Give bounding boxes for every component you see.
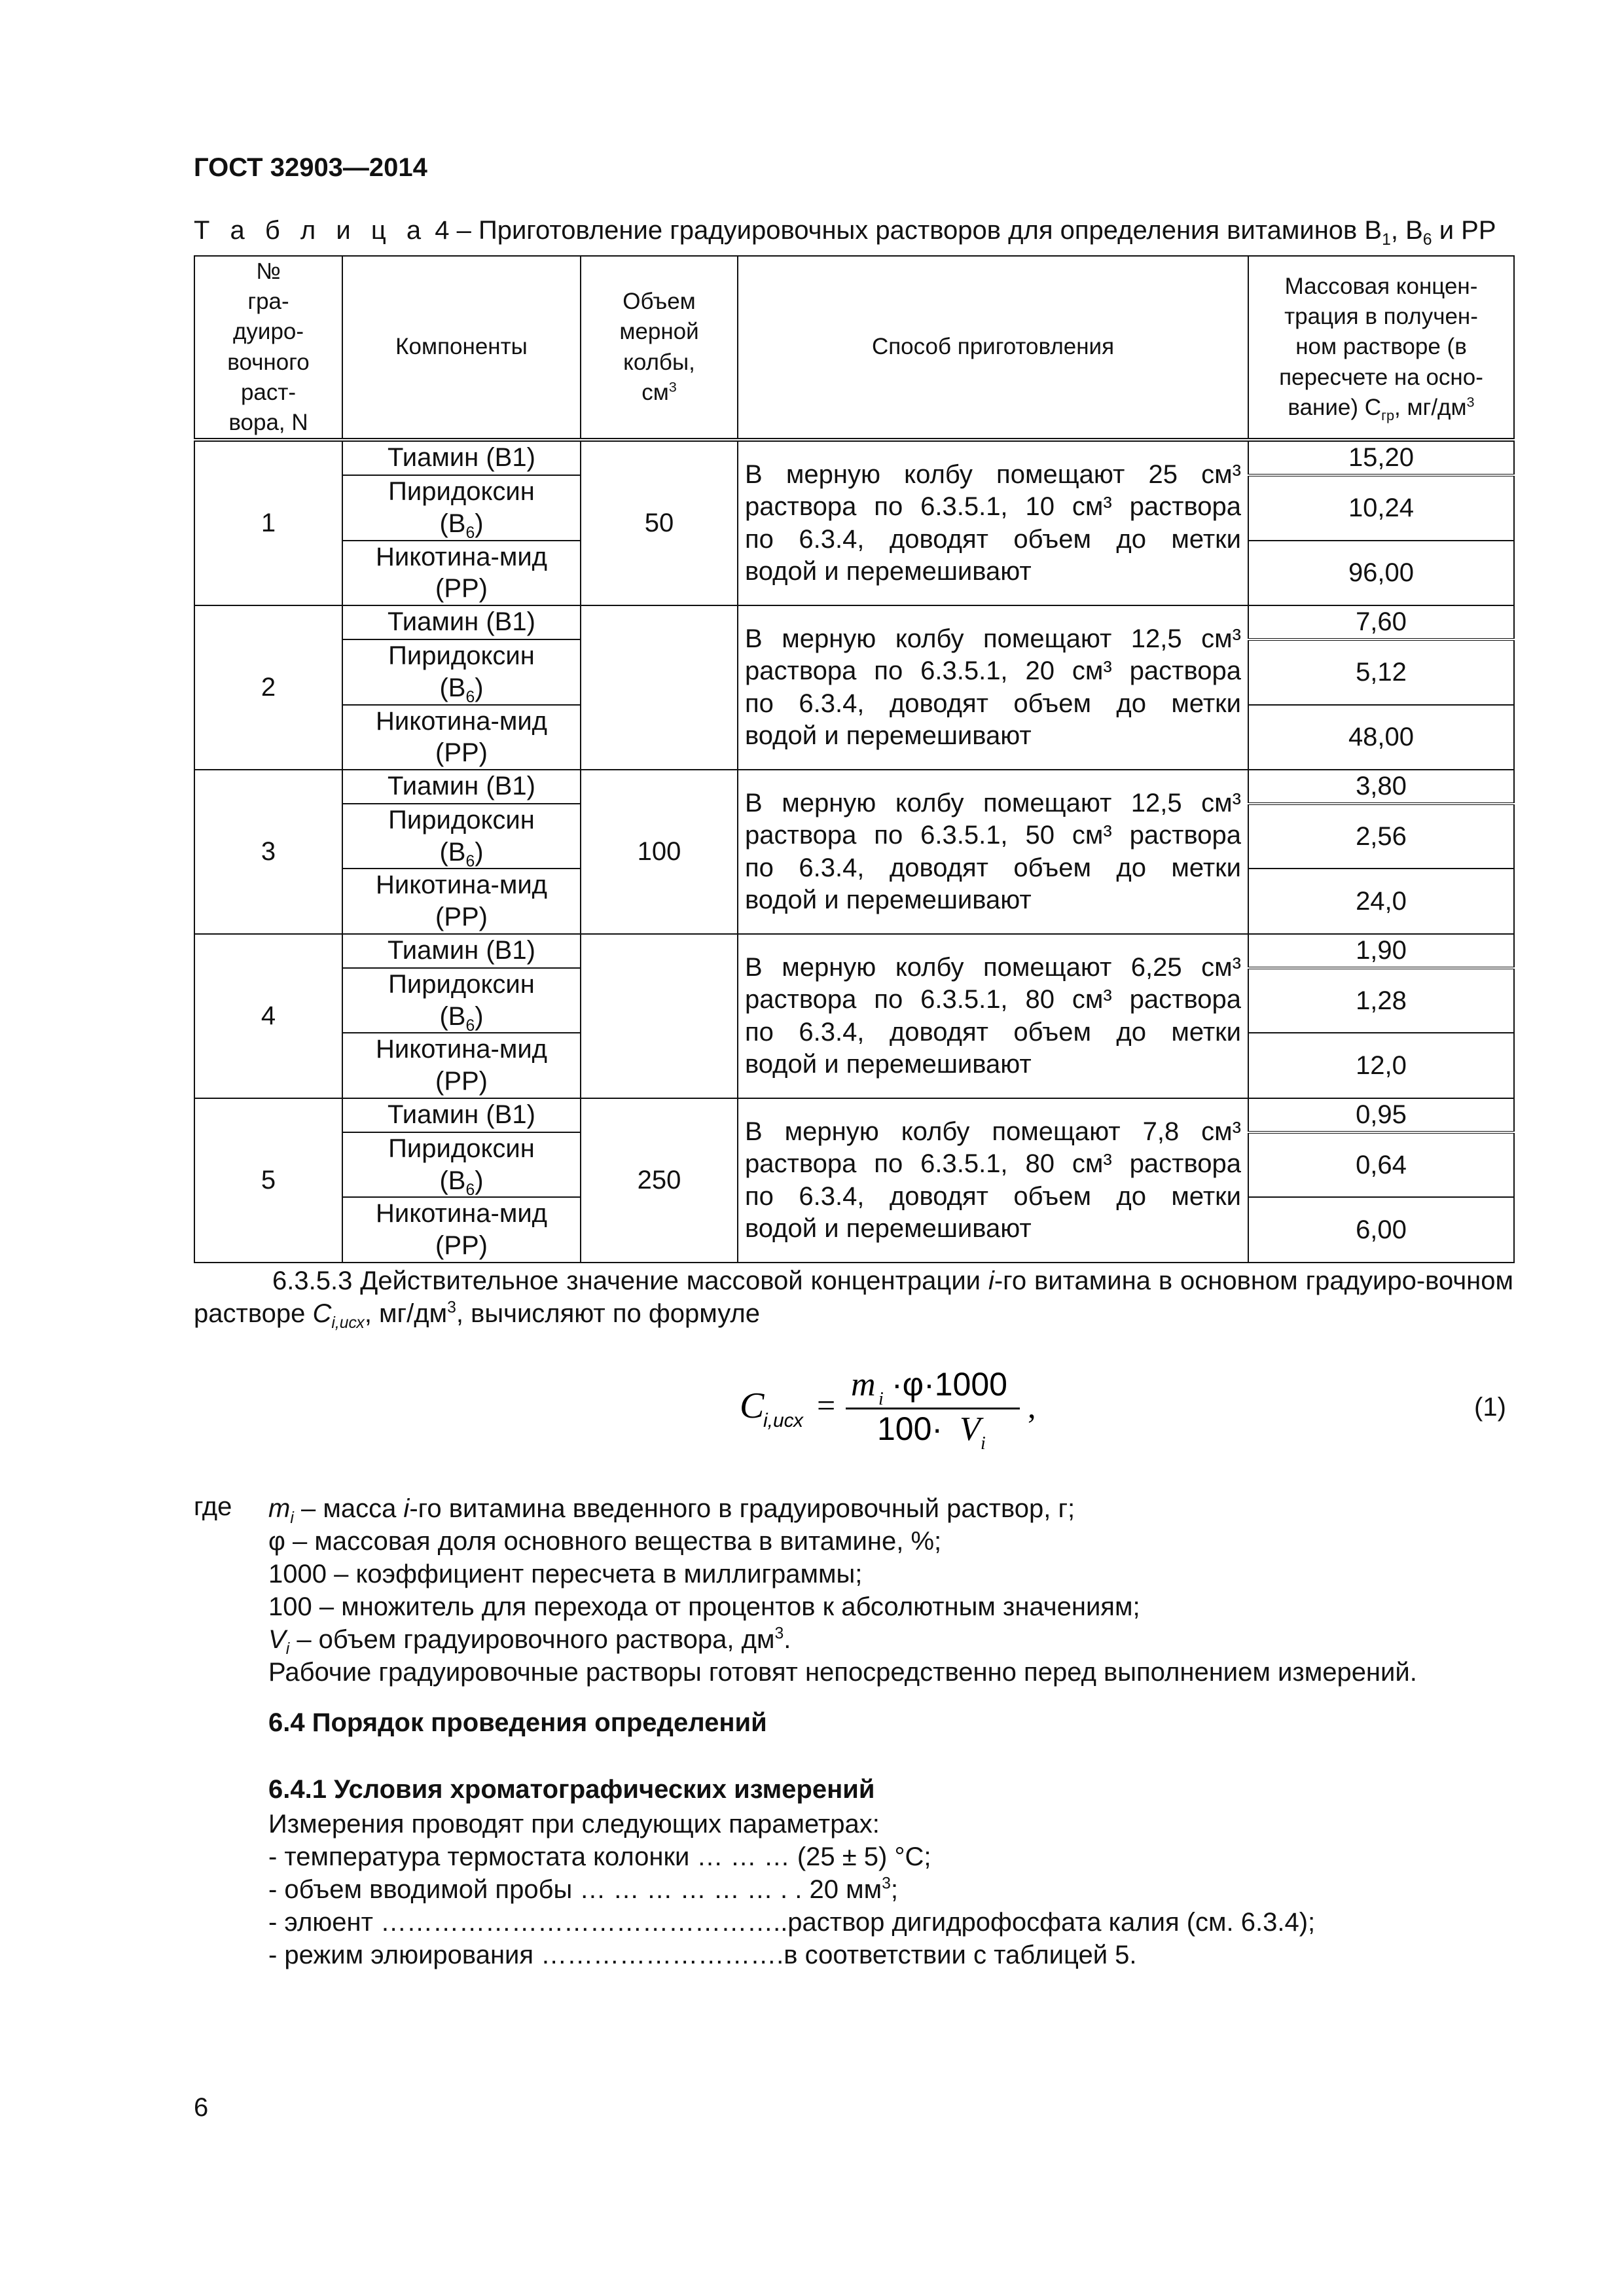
h5-sup: 3	[1466, 393, 1475, 410]
h1-line: раст-	[240, 379, 297, 405]
method-line: В мерную колбу помещают 12,5 см³	[745, 789, 1241, 818]
legend-m-text2: -го витамина введенного в градуировочный раствор, г;	[409, 1494, 1075, 1523]
b6-close: )	[475, 1001, 484, 1031]
legend-v-text: – объем градуировочного раствора, дм	[289, 1625, 775, 1654]
concentration-pyridoxine: 10,24	[1248, 475, 1514, 541]
param-sample-volume	[268, 1873, 1315, 1906]
concentration-thiamine: 3,80	[1248, 770, 1514, 804]
preparation-method	[738, 605, 1248, 770]
h5-text: вание) C	[1288, 394, 1382, 420]
concentration-thiamine: 15,20	[1248, 440, 1514, 475]
working-solutions-note: Рабочие градуировочные растворы готовят непосредственно перед выполнением измерений.	[268, 1658, 1417, 1687]
pyridoxine-b6	[350, 672, 573, 704]
legend-m-i: i	[403, 1494, 410, 1523]
h5-line: пересчете на осно-	[1279, 364, 1483, 390]
flask-volume: 100	[581, 770, 738, 934]
header-preparation-method: Способ приготовления	[738, 256, 1248, 440]
section-heading-6-4-1: 6.4.1 Условия хроматографических измерений	[268, 1775, 875, 1804]
para-text: -го витамина в основном градуиро-вочном растворе	[194, 1266, 1513, 1328]
b6-close: )	[475, 837, 484, 867]
pyridoxine-name: Пиридоксин	[388, 805, 535, 834]
method-line: по 6.3.4, доводят объем до метки	[745, 1181, 1241, 1211]
nicotinamide-pp: (PP)	[435, 903, 488, 932]
preparation-method	[738, 934, 1248, 1098]
h3-line-unit	[588, 378, 731, 408]
component-pyridoxine	[342, 1132, 581, 1198]
component-nicotinamide	[342, 869, 581, 934]
b6-close: )	[475, 1166, 484, 1195]
component-pyridoxine	[342, 968, 581, 1033]
component-thiamine: Тиамин (В1)	[342, 440, 581, 475]
h1-line-last	[202, 408, 335, 438]
header-mass-concentration	[1248, 256, 1514, 440]
formula-legend	[268, 1492, 1417, 1689]
table-caption-label: Т а б л и ц а	[194, 216, 428, 245]
component-nicotinamide	[342, 1033, 581, 1098]
b6-sub: 6	[465, 1016, 475, 1035]
pyridoxine-b6	[350, 1165, 573, 1197]
method-line: по 6.3.4, доводят объем до метки	[745, 524, 1241, 554]
param-volume-end: ;	[890, 1875, 899, 1904]
method-line: раствора по 6.3.5.1, 20 см³ раствора	[745, 656, 1241, 686]
nicotinamide-pp: (PP)	[435, 1231, 488, 1261]
h3-line: мерной	[619, 319, 699, 345]
method-line: раствора по 6.3.5.1, 50 см³ раствора	[745, 821, 1241, 850]
h5-line: Массовая концен-	[1284, 274, 1478, 300]
header-flask-volume	[581, 256, 738, 440]
component-thiamine: Тиамин (В1)	[342, 934, 581, 968]
table-row	[194, 605, 1514, 639]
b6-text: (В	[439, 509, 466, 538]
table-row	[194, 440, 1514, 475]
h3-line: колбы,	[623, 349, 695, 375]
formula-equals: =	[817, 1387, 836, 1424]
concentration-nicotinamide: 24,0	[1248, 869, 1514, 934]
pyridoxine-name: Пиридоксин	[388, 476, 535, 506]
method-line: по 6.3.4, доводят объем до метки	[745, 1017, 1241, 1047]
method-line: раствора по 6.3.5.1, 80 см³ раствора	[745, 985, 1241, 1014]
table-caption-text: 4 – Приготовление градуировочных растворов для определения витаминов В	[435, 216, 1382, 245]
method-line: водой и перемешивают	[745, 885, 1032, 914]
nicotinamide-pp: (PP)	[435, 1067, 488, 1096]
concentration-nicotinamide: 48,00	[1248, 705, 1514, 770]
caption-sub-1: 1	[1382, 231, 1391, 249]
header-solution-number	[194, 256, 342, 440]
legend-m	[268, 1492, 1417, 1525]
method-line: по 6.3.4, доводят объем до метки	[745, 689, 1241, 718]
caption-mid: , В	[1390, 216, 1423, 245]
para-text: , мг/дм	[364, 1299, 448, 1328]
h1-line: №	[256, 259, 281, 284]
method-line: водой и перемешивают	[745, 1049, 1032, 1079]
h5-sub: гр	[1381, 406, 1395, 423]
caption-end: и PP	[1432, 216, 1496, 245]
pyridoxine-b6	[350, 836, 573, 869]
component-nicotinamide	[342, 705, 581, 770]
flask-volume: 50	[581, 440, 738, 605]
b6-sub: 6	[465, 1181, 475, 1199]
concentration-pyridoxine: 5,12	[1248, 639, 1514, 705]
solution-number: 2	[194, 605, 342, 770]
b6-sub: 6	[465, 688, 475, 706]
b6-close: )	[475, 509, 484, 538]
nicotinamide-name: Никотина-мид	[375, 706, 548, 736]
para-c-sub: i,исх	[331, 1314, 365, 1332]
pyridoxine-b6	[350, 508, 573, 540]
param-elution-mode: - режим элюирования ……………………….в соответствии с таблицей 5.	[268, 1941, 1137, 1969]
calibration-table	[194, 255, 1515, 1263]
formula-num-m: m	[851, 1366, 876, 1403]
page-number: 6	[194, 2093, 209, 2122]
legend-m-symbol: m	[268, 1494, 291, 1523]
method-line: В мерную колбу помещают 25 см³	[745, 460, 1241, 490]
nicotinamide-pp: (PP)	[435, 574, 488, 603]
concentration-pyridoxine: 2,56	[1248, 804, 1514, 869]
legend-1000: 1000 – коэффициент пересчета в миллиграммы;	[268, 1560, 863, 1588]
formula-lhs-sub: i,исх	[763, 1410, 804, 1431]
b6-sub: 6	[465, 524, 475, 542]
paragraph-6-3-5-3	[194, 1265, 1513, 1330]
method-line: водой и перемешивают	[745, 721, 1032, 750]
component-nicotinamide	[342, 1197, 581, 1263]
nicotinamide-pp: (PP)	[435, 738, 488, 768]
where-label: где	[194, 1492, 232, 1521]
h5-line: трация в получен-	[1284, 304, 1478, 330]
para-text: , вычисляют по формуле	[456, 1299, 760, 1328]
formula-1	[740, 1361, 1080, 1453]
table-row	[194, 1098, 1514, 1132]
preparation-method	[738, 770, 1248, 934]
preparation-method	[738, 440, 1248, 605]
solution-number: 1	[194, 440, 342, 605]
formula-num-sub: i	[878, 1389, 884, 1409]
b6-sub: 6	[465, 852, 475, 870]
flask-volume	[581, 934, 738, 1098]
formula-num-rest: ·φ·1000	[892, 1366, 1007, 1403]
legend-v	[268, 1623, 1417, 1656]
table-caption	[194, 216, 1496, 249]
legend-m-sub: i	[290, 1509, 294, 1527]
formula-number: (1)	[1474, 1393, 1506, 1422]
nicotinamide-name: Никотина-мид	[375, 542, 548, 571]
component-thiamine: Тиамин (В1)	[342, 770, 581, 804]
measurement-parameters	[268, 1808, 1315, 1971]
table-row	[194, 934, 1514, 968]
pyridoxine-b6	[350, 1001, 573, 1033]
h1-line: гра-	[247, 289, 289, 315]
para-sup: 3	[447, 1299, 456, 1317]
formula-lhs: C	[740, 1386, 765, 1426]
b6-text: (В	[439, 837, 466, 867]
b6-text: (В	[439, 673, 466, 702]
nicotinamide-name: Никотина-мид	[375, 1035, 548, 1064]
param-volume-sup: 3	[882, 1874, 891, 1893]
preparation-method	[738, 1098, 1248, 1263]
method-line: В мерную колбу помещают 6,25 см³	[745, 953, 1241, 982]
component-thiamine: Тиамин (В1)	[342, 1098, 581, 1132]
h5-line-last	[1255, 393, 1507, 423]
legend-v-end: .	[784, 1625, 791, 1654]
solution-number: 5	[194, 1098, 342, 1263]
method-line: водой и перемешивают	[745, 556, 1032, 586]
formula-comma: ,	[1028, 1388, 1036, 1425]
nicotinamide-name: Никотина-мид	[375, 870, 548, 900]
concentration-pyridoxine: 0,64	[1248, 1132, 1514, 1198]
param-eluent: - элюент ………………………………………..раствор дигидрофосфата калия (см. 6.3.4);	[268, 1908, 1316, 1937]
h5-unit: , мг/дм	[1394, 394, 1467, 420]
h3-line: Объем	[623, 289, 696, 315]
b6-text: (В	[439, 1001, 466, 1031]
h1-line: вочного	[227, 349, 310, 375]
h3-unit-sup: 3	[668, 378, 677, 395]
legend-phi: φ – массовая доля основного вещества в витамине, %;	[268, 1527, 942, 1556]
header-components: Компоненты	[342, 256, 581, 440]
legend-v-sup: 3	[774, 1624, 784, 1643]
method-line: раствора по 6.3.5.1, 80 см³ раствора	[745, 1149, 1241, 1179]
formula-den-v: V	[960, 1410, 981, 1448]
para-italic-c: C	[312, 1299, 332, 1328]
param-volume-text: - объем вводимой пробы … … … … … … . . 20 мм	[268, 1875, 882, 1904]
component-thiamine: Тиамин (В1)	[342, 605, 581, 639]
legend-v-symbol: V	[268, 1625, 286, 1654]
method-line: раствора по 6.3.5.1, 10 см³ раствора	[745, 492, 1241, 522]
component-pyridoxine	[342, 804, 581, 869]
para-italic-i: i	[988, 1266, 994, 1295]
nicotinamide-name: Никотина-мид	[375, 1199, 548, 1229]
caption-sub-2: 6	[1422, 231, 1432, 249]
b6-close: )	[475, 673, 484, 702]
formula-den-100: 100·	[877, 1410, 943, 1447]
method-line: В мерную колбу помещают 7,8 см³	[745, 1117, 1241, 1147]
concentration-thiamine: 0,95	[1248, 1098, 1514, 1132]
legend-100: 100 – множитель для перехода от процентов к абсолютным значениям;	[268, 1592, 1140, 1621]
method-line: водой и перемешивают	[745, 1213, 1032, 1243]
concentration-pyridoxine: 1,28	[1248, 968, 1514, 1033]
concentration-nicotinamide: 96,00	[1248, 541, 1514, 606]
concentration-thiamine: 1,90	[1248, 934, 1514, 968]
h1-line-text: вора, N	[228, 409, 308, 435]
component-pyridoxine	[342, 475, 581, 541]
pyridoxine-name: Пиридоксин	[388, 641, 535, 670]
params-intro: Измерения проводят при следующих параметрах:	[268, 1810, 880, 1839]
method-line: по 6.3.4, доводят объем до метки	[745, 853, 1241, 882]
concentration-thiamine: 7,60	[1248, 605, 1514, 639]
solution-number: 4	[194, 934, 342, 1098]
standard-code: ГОСТ 32903—2014	[194, 153, 427, 182]
legend-v-sub: i	[285, 1640, 290, 1658]
concentration-nicotinamide: 6,00	[1248, 1197, 1514, 1263]
legend-m-text: – масса	[293, 1494, 404, 1523]
method-line: В мерную колбу помещают 12,5 см³	[745, 624, 1241, 654]
pyridoxine-name: Пиридоксин	[388, 969, 535, 999]
table-row	[194, 770, 1514, 804]
h3-unit-text: см	[641, 379, 669, 405]
h1-line: дуиро-	[232, 319, 304, 345]
component-pyridoxine	[342, 639, 581, 705]
pyridoxine-name: Пиридоксин	[388, 1134, 535, 1163]
b6-text: (В	[439, 1166, 466, 1195]
concentration-nicotinamide: 12,0	[1248, 1033, 1514, 1098]
flask-volume: 250	[581, 1098, 738, 1263]
h5-line: ном растворе (в	[1295, 334, 1467, 360]
solution-number: 3	[194, 770, 342, 934]
param-temperature: - температура термостата колонки … … … (25 ± 5) °С;	[268, 1842, 931, 1871]
formula-den-sub: i	[981, 1433, 986, 1453]
flask-volume	[581, 605, 738, 770]
component-nicotinamide	[342, 541, 581, 606]
section-heading-6-4: 6.4 Порядок проведения определений	[268, 1708, 767, 1737]
para-text: 6.3.5.3 Действительное значение массовой концентрации	[272, 1266, 988, 1295]
table-body	[194, 440, 1514, 1263]
